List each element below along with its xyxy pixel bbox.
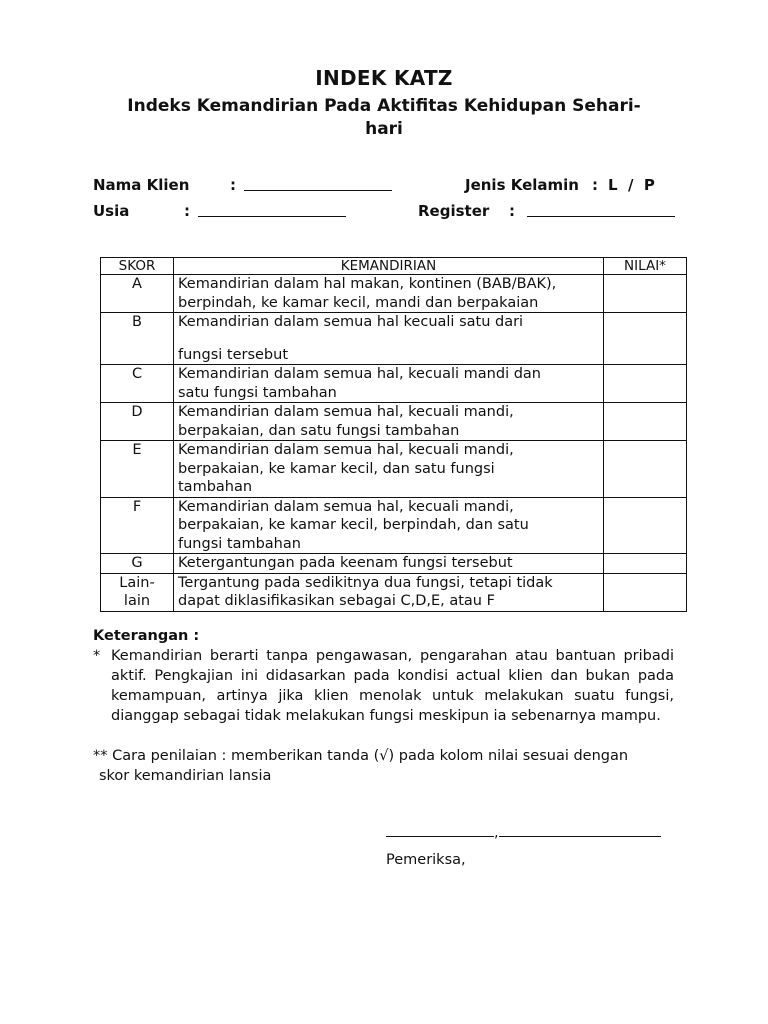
date-blank[interactable] [499, 822, 661, 837]
skor-text: A [132, 276, 142, 292]
subtitle-line-1: Indeks Kemandirian Pada Aktifitas Kehidupan Sehari- [127, 96, 641, 116]
nilai-cell[interactable] [604, 497, 687, 554]
kemandirian-line: fungsi tambahan [178, 535, 301, 552]
register-label: Register [418, 202, 490, 220]
skor-cell [101, 365, 174, 403]
register-field[interactable] [527, 202, 675, 221]
nilai-cell[interactable] [604, 313, 687, 365]
header-skor: SKOR [101, 258, 174, 275]
note-2-line-2: skor kemandirian lansia [99, 768, 272, 784]
kemandirian-cell [174, 441, 604, 498]
usia-colon: : [184, 202, 190, 220]
register-colon: : [509, 202, 515, 220]
kemandirian-cell [174, 497, 604, 554]
keterangan-label: Keterangan : [93, 628, 200, 644]
table-row [101, 313, 687, 365]
header-nilai: NILAI* [604, 258, 687, 275]
kemandirian-line: Kemandirian dalam semua hal, kecuali mandi dan [178, 366, 541, 382]
kemandirian-line: berpakaian, dan satu fungsi tambahan [178, 422, 460, 439]
skor-text: F [132, 498, 142, 515]
note-1-mark: * [93, 648, 101, 664]
skor-text: Lain- [119, 574, 155, 591]
place-blank[interactable] [386, 822, 494, 837]
kemandirian-line: Kemandirian dalam semua hal, kecuali mandi, [178, 404, 514, 420]
usia-label: Usia [93, 202, 130, 220]
table-row [101, 554, 687, 574]
header-kemandirian: KEMANDIRIAN [174, 258, 604, 275]
table-row [101, 275, 687, 313]
kemandirian-cell [174, 313, 604, 365]
subtitle-line-2: hari [365, 119, 403, 139]
skor-text: D [131, 404, 143, 420]
skor-text: G [131, 555, 143, 571]
table-header-row [101, 258, 687, 275]
nilai-cell[interactable] [604, 554, 687, 574]
kemandirian-line: Ketergantungan pada keenam fungsi tersebut [178, 555, 513, 571]
document-title: INDEK KATZ [315, 66, 453, 90]
nama-klien-field[interactable] [244, 176, 392, 195]
skor-text: E [132, 442, 142, 458]
jenis-kelamin-options[interactable]: L / P [608, 176, 655, 194]
skor-text: B [132, 314, 142, 330]
kemandirian-cell [174, 573, 604, 611]
notes-section [93, 626, 674, 786]
kemandirian-line: Kemandirian dalam semua hal, kecuali mandi, [178, 498, 514, 515]
skor-text: C [131, 366, 143, 382]
kemandirian-line: berpindah, ke kamar kecil, mandi dan berpakaian [178, 294, 539, 311]
kemandirian-cell [174, 275, 604, 313]
kemandirian-cell [174, 365, 604, 403]
kemandirian-line: Kemandirian dalam semua hal, kecuali mandi, [178, 442, 514, 458]
kemandirian-line: tambahan [178, 479, 253, 495]
nama-klien-label: Nama Klien [93, 176, 190, 194]
nilai-cell[interactable] [604, 441, 687, 498]
table-row [101, 441, 687, 498]
note-independence [93, 646, 674, 726]
nilai-cell[interactable] [604, 403, 687, 441]
skor-cell [101, 573, 174, 611]
kemandirian-line: berpakaian, ke kamar kecil, berpindah, dan satu [178, 517, 529, 533]
kemandirian-cell [174, 403, 604, 441]
document-subtitle [100, 95, 668, 141]
table-row [101, 573, 687, 611]
note-scoring [93, 746, 674, 786]
kemandirian-line: berpakaian, ke kamar kecil, dan satu fungsi [178, 460, 495, 477]
skor-text: lain [123, 593, 151, 609]
skor-cell [101, 554, 174, 574]
note-1-text: Kemandirian berarti tanpa pengawasan, pengarahan atau bantuan pribadi aktif. Pengkajian ini didasarkan pada kondisi actual klien dan bukan pada kemampuan, artinya jika klien menolak untuk melakukan suatu fungsi, dianggap sebagai tidak melakukan fungsi meskipun ia sebenarnya mampu. [111, 648, 674, 724]
signature-comma: , [494, 825, 499, 841]
jenis-kelamin-label: Jenis Kelamin [465, 176, 579, 194]
katz-index-table [100, 257, 687, 612]
kemandirian-line: fungsi tersebut [178, 346, 289, 363]
skor-cell [101, 403, 174, 441]
kemandirian-line: dapat diklasifikasikan sebagai C,D,E, atau F [178, 593, 495, 609]
kemandirian-line: Tergantung pada sedikitnya dua fungsi, tetapi tidak [178, 574, 553, 591]
nilai-cell[interactable] [604, 573, 687, 611]
usia-field[interactable] [198, 202, 346, 221]
skor-cell [101, 441, 174, 498]
kemandirian-line: Kemandirian dalam semua hal kecuali satu dari [178, 314, 524, 330]
skor-cell [101, 275, 174, 313]
kemandirian-line [178, 332, 599, 346]
signature-place-date-line[interactable] [386, 822, 661, 841]
skor-cell [101, 497, 174, 554]
jenis-kelamin-colon: : [592, 176, 598, 194]
skor-cell [101, 313, 174, 365]
nilai-cell[interactable] [604, 275, 687, 313]
pemeriksa-label: Pemeriksa, [386, 852, 466, 868]
nilai-cell[interactable] [604, 365, 687, 403]
kemandirian-line: Kemandirian dalam hal makan, kontinen (BAB/BAK), [178, 276, 557, 292]
table-row [101, 497, 687, 554]
note-2-line-1: ** Cara penilaian : memberikan tanda (√) pada kolom nilai sesuai dengan [93, 748, 629, 764]
kemandirian-line: satu fungsi tambahan [178, 384, 337, 401]
kemandirian-cell [174, 554, 604, 574]
nama-klien-colon: : [230, 176, 236, 194]
table-row [101, 365, 687, 403]
table-row [101, 403, 687, 441]
